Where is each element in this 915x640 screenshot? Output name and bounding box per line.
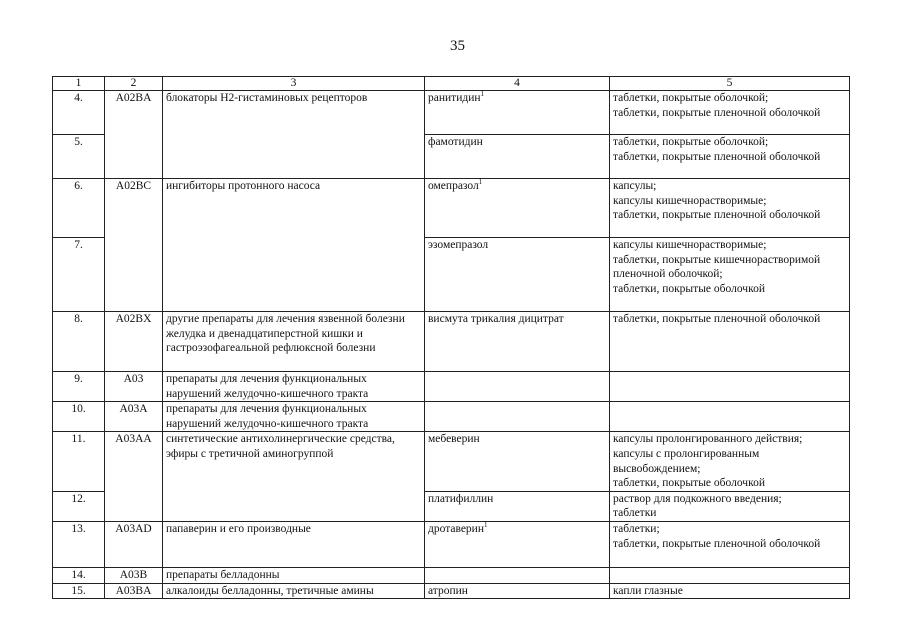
atc-code: A02BC <box>105 179 163 312</box>
drug-name <box>425 372 610 402</box>
table-row <box>53 521 850 567</box>
atc-code: A02BA <box>105 91 163 179</box>
table-row <box>53 583 850 599</box>
drug-name: омепразол$^1$ <box>425 179 610 238</box>
atc-code: A03 <box>105 372 163 402</box>
drug-name <box>425 567 610 583</box>
drug-name: атропин <box>425 583 610 599</box>
footnote-mark: 1 <box>480 90 485 99</box>
dosage-forms <box>610 402 850 432</box>
row-number: 11. <box>53 432 105 491</box>
drug-name <box>425 402 610 432</box>
table-row <box>53 402 850 432</box>
dosage-forms: таблетки, покрытые пленочной оболочкой <box>610 312 850 372</box>
table-row <box>53 91 850 135</box>
dosage-forms: таблетки; таблетки, покрытые пленочной оболочкой <box>610 521 850 567</box>
dosage-forms: капсулы; капсулы кишечнорастворимые; таблетки, покрытые пленочной оболочкой <box>610 179 850 238</box>
atc-code: A03BA <box>105 583 163 599</box>
col-header-2: 2 <box>105 77 163 91</box>
atc-code: A02BX <box>105 312 163 372</box>
group-name: синтетические антихолинергические средства, эфиры с третичной аминогруппой <box>163 432 425 522</box>
drug-table <box>52 76 850 599</box>
row-number: 12. <box>53 491 105 521</box>
page-number: 35 <box>450 38 465 54</box>
row-number: 7. <box>53 238 105 312</box>
drug-name: висмута трикалия дицитрат <box>425 312 610 372</box>
row-number: 10. <box>53 402 105 432</box>
drug-name: фамотидин <box>425 135 610 179</box>
dosage-forms <box>610 567 850 583</box>
dosage-forms: таблетки, покрытые оболочкой; таблетки, покрытые пленочной оболочкой <box>610 135 850 179</box>
drug-name: дротаверин$^1$ <box>425 521 610 567</box>
group-name: препараты для лечения функциональных нарушений желудочно-кишечного тракта <box>163 372 425 402</box>
col-header-5: 5 <box>610 77 850 91</box>
dosage-forms: таблетки, покрытые оболочкой; таблетки, покрытые пленочной оболочкой <box>610 91 850 135</box>
row-number: 8. <box>53 312 105 372</box>
row-number: 5. <box>53 135 105 179</box>
dosage-forms: раствор для подкожного введения; таблетки <box>610 491 850 521</box>
atc-code: A03AD <box>105 521 163 567</box>
footnote-mark: 1 <box>484 521 488 530</box>
drug-name: платифиллин <box>425 491 610 521</box>
row-number: 9. <box>53 372 105 402</box>
dosage-forms: капсулы пролонгированного действия; капсулы с пролонгированным высвобождением; таблетки, покрытые оболочкой <box>610 432 850 491</box>
row-number: 15. <box>53 583 105 599</box>
footnote-mark: 1 <box>478 178 483 187</box>
table-row <box>53 372 850 402</box>
header-row <box>53 77 850 91</box>
row-number: 14. <box>53 567 105 583</box>
group-name: препараты белладонны <box>163 567 425 583</box>
group-name: алкалоиды белладонны, третичные амины <box>163 583 425 599</box>
table-row <box>53 312 850 372</box>
col-header-3: 3 <box>163 77 425 91</box>
group-name: папаверин и его производные <box>163 521 425 567</box>
col-header-1: 1 <box>53 77 105 91</box>
row-number: 4. <box>53 91 105 135</box>
row-number: 13. <box>53 521 105 567</box>
col-header-4: 4 <box>425 77 610 91</box>
drug-name: мебеверин <box>425 432 610 491</box>
drug-name: эзомепразол <box>425 238 610 312</box>
group-name: ингибиторы протонного насоса <box>163 179 425 312</box>
dosage-forms: капсулы кишечнорастворимые; таблетки, покрытые кишечнорастворимой пленочной оболочкой; таблетки, покрытые оболочкой <box>610 238 850 312</box>
table-row <box>53 179 850 238</box>
group-name: блокаторы H2-гистаминовых рецепторов <box>163 91 425 179</box>
table-row <box>53 432 850 491</box>
dosage-forms <box>610 372 850 402</box>
group-name: другие препараты для лечения язвенной болезни желудка и двенадцатиперстной кишки и гастроэзофагеальной рефлюксной болезни <box>163 312 425 372</box>
drug-name: ранитидин$^1$ <box>425 91 610 135</box>
dosage-forms: капли глазные <box>610 583 850 599</box>
atc-code: A03B <box>105 567 163 583</box>
atc-code: A03A <box>105 402 163 432</box>
table-row <box>53 567 850 583</box>
group-name: препараты для лечения функциональных нарушений желудочно-кишечного тракта <box>163 402 425 432</box>
row-number: 6. <box>53 179 105 238</box>
atc-code: A03AA <box>105 432 163 522</box>
